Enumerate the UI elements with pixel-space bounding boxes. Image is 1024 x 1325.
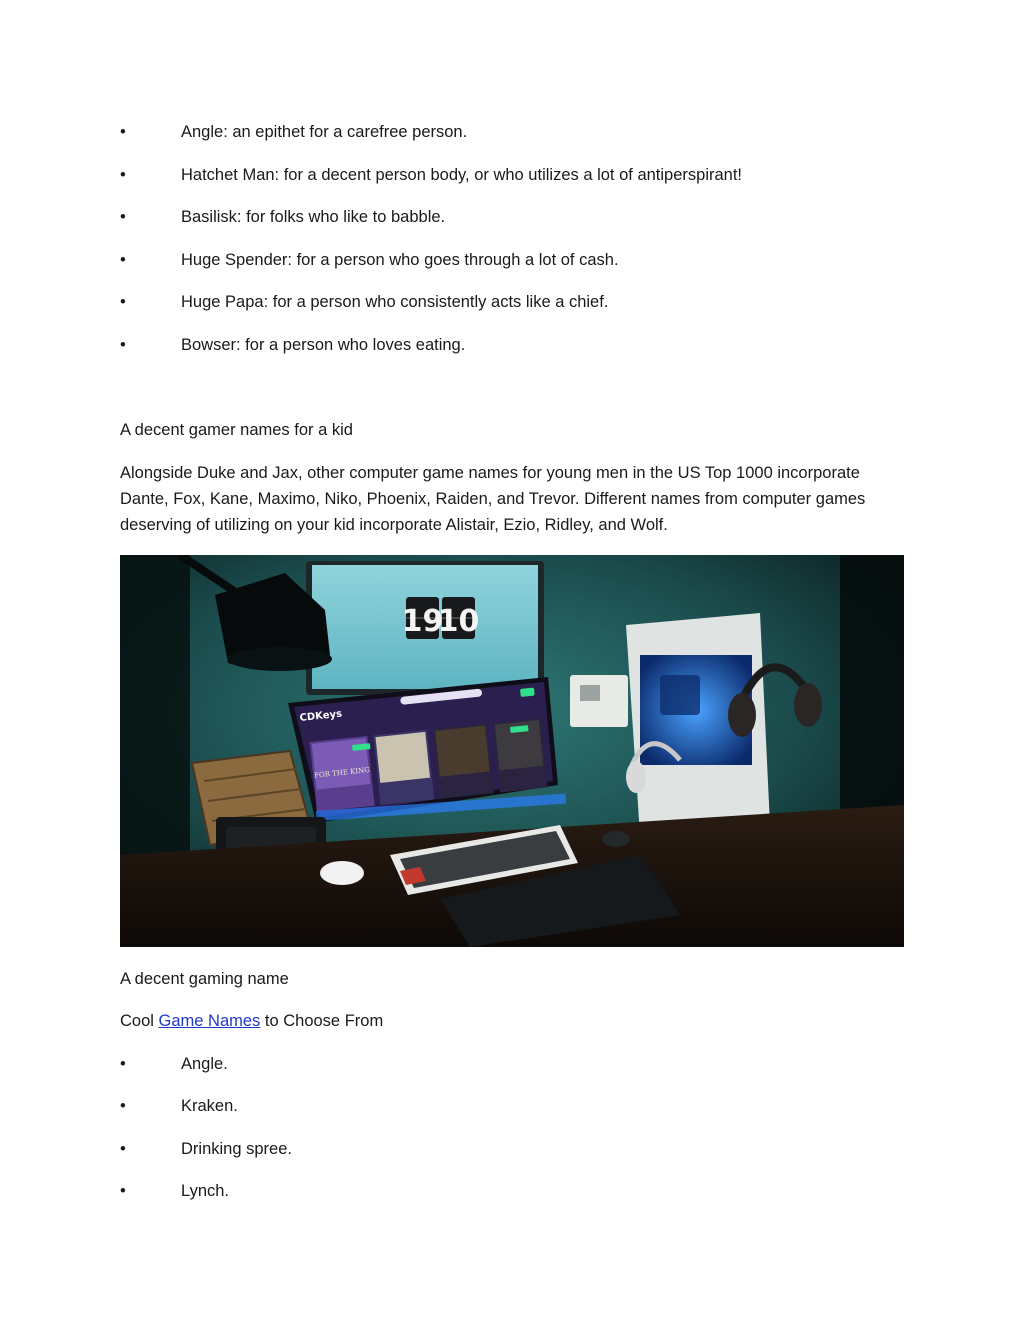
list-item-text: Huge Spender: for a person who goes through a lot of cash. bbox=[181, 251, 619, 269]
store-logo: CDKeys bbox=[299, 708, 343, 724]
body-paragraph bbox=[120, 460, 910, 538]
bullet: • bbox=[120, 251, 126, 269]
game-names-link[interactable]: Game Names bbox=[158, 1012, 261, 1030]
paragraph-line: Dante, Fox, Kane, Maximo, Niko, Phoenix, Raiden, and Trevor. Different names from computer games bbox=[120, 490, 866, 508]
list-item-text: Bowser: for a person who loves eating. bbox=[181, 336, 466, 354]
bullet: • bbox=[120, 293, 126, 311]
list-item-text: Huge Papa: for a person who consistently acts like a chief. bbox=[181, 293, 609, 311]
bullet: • bbox=[120, 1097, 126, 1115]
bullet: • bbox=[120, 1055, 126, 1073]
list-item-text: Lynch. bbox=[181, 1182, 230, 1200]
list-item-text: Basilisk: for folks who like to babble. bbox=[181, 208, 446, 226]
intro-text: Cool bbox=[120, 1012, 159, 1030]
game-title: FOR THE KING bbox=[313, 765, 371, 780]
intro-line bbox=[120, 1009, 910, 1033]
list-item-text: Hatchet Man: for a decent person body, or who utilizes a lot of antiperspirant! bbox=[181, 166, 742, 184]
image-caption: A decent gaming name bbox=[120, 970, 289, 988]
section-heading: A decent gamer names for a kid bbox=[120, 421, 353, 439]
gaming-setup-photo bbox=[120, 555, 904, 947]
list-item-text: Angle: an epithet for a carefree person. bbox=[181, 123, 468, 141]
bullet: • bbox=[120, 208, 126, 226]
paragraph-line: Alongside Duke and Jax, other computer game names for young men in the US Top 1000 incorporate bbox=[120, 464, 860, 482]
paragraph-line: deserving of utilizing on your kid incorporate Alistair, Ezio, Ridley, and Wolf. bbox=[120, 516, 668, 534]
bullet: • bbox=[120, 1182, 126, 1200]
bullet: • bbox=[120, 1140, 126, 1158]
mouse bbox=[602, 831, 630, 847]
game-controller bbox=[320, 861, 364, 885]
bullet: • bbox=[120, 123, 126, 141]
list-item-text: Drinking spree. bbox=[181, 1140, 292, 1158]
clock-hours: 19 bbox=[401, 604, 444, 639]
clock-minutes: 10 bbox=[437, 604, 480, 639]
list-item-text: Angle. bbox=[181, 1055, 228, 1073]
intro-text-after: to Choose From bbox=[260, 1012, 384, 1030]
bullet: • bbox=[120, 166, 126, 184]
bullet: • bbox=[120, 336, 126, 354]
list-item-text: Kraken. bbox=[181, 1097, 238, 1115]
